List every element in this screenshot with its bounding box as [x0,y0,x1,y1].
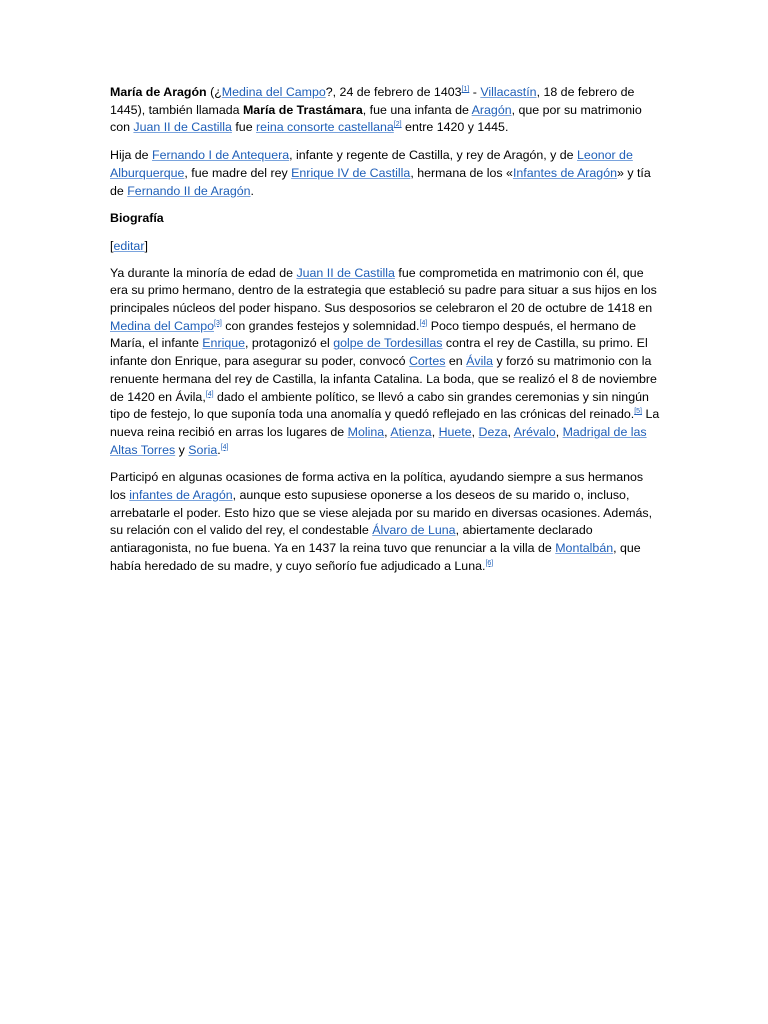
link-montalban[interactable]: Montalbán [555,541,614,556]
reference-6[interactable]: [6] [485,559,494,567]
reference-1[interactable]: [1] [461,86,470,93]
biography-paragraph-1: Ya durante la minoría de edad de Juan II de Castilla fue comprometida en matrimonio con él, que era su primo hermano, dentro de la estrategia que estableció su padre para situar a sus hijos en los principales núcleos del poder hispano. Sus desposorios se celebraron el 20 de octubre de 1418 en Medina del Campo[3] con grandes festejos y solemnidad.[4] Poco tiempo después, el hermano de María, el infante Enrique, protagonizó el golpe de Tordesillas contra el rey de Castilla, su primo. El infante don Enrique, para asegurar su poder, convocó Cortes en Ávila y forzó su matrimonio con la renuente hermana del rey de Castilla, la infanta Catalina. La boda, que se realizó el 8 de noviembre de 1420 en Ávila,[4] dado el ambiente político, se llevó a cabo sin grandes ceremonias y sin ningún tipo de festejo, lo que suponía toda una anomalía y quedó reflejado en las crónicas del reinado.[5] La nueva reina recibió en arras los lugares de Molina, Atienza, Huete, Deza, Arévalo, Madrigal de las Altas Torres y Soria.[4] [110,265,660,457]
link-molina[interactable]: Molina [347,424,385,439]
link-juan-ii-de-castilla[interactable]: Juan II de Castilla [133,120,232,135]
biography-paragraph-2: Participó en algunas ocasiones de forma activa en la política, ayudando siempre a sus hermanos los infantes de Aragón, aunque esto supusiese oponerse a los deseos de su marido o, incluso, arrebatarle el poder. Esto hizo que se viese alejada por su marido en diversas ocasiones. Además, su relación con el valido del rey, el condestable Álvaro de Luna, abiertamente declarado antiaragonista, no fue buena. Ya en 1437 la reina tuvo que renunciar a la villa de Montalbán, que había heredado de su madre, y cuyo señorío fue adjudicado a Luna.[6] [110,470,653,573]
link-cortes[interactable]: Cortes [408,354,446,369]
link-soria[interactable]: Soria [188,442,218,457]
edit-section: [editar] [110,238,148,253]
link-infantes-de-aragon[interactable]: infantes de Aragón [129,488,233,503]
link-fernando-i[interactable]: Fernando I de Antequera [152,148,290,163]
edit-link[interactable]: editar [113,238,145,253]
link-leonor-de-alburquerque[interactable]: Leonor de Alburquerque [110,148,633,180]
intro-paragraph: María de Aragón (¿Medina del Campo?, 24 de febrero de 1403[1] - Villacastín, 18 de febrero de 1445), también llamada María de Trastámara, fue una infanta de Aragón, que por su matrimonio con Juan II de Castilla fue reina consorte castellana[2] entre 1420 y 1445. [110,85,642,135]
link-madrigal-de-las-altas-torres[interactable]: Madrigal de las Altas Torres [110,424,647,457]
link-aragon[interactable]: Aragón [471,102,512,117]
link-infantes-de-aragon[interactable]: Infantes de Aragón [512,165,617,180]
family-paragraph: Hija de Fernando I de Antequera, infante y regente de Castilla, y rey de Aragón, y de Leonor de Alburquerque, fue madre del rey Enrique IV de Castilla, hermana de los «Infantes de Aragón» y tía de Fernando II de Aragón. [110,148,651,198]
link-enrique[interactable]: Enrique [202,336,246,351]
link-medina-del-campo[interactable]: Medina del Campo [110,318,215,333]
section-heading: Biografía [110,211,164,226]
link-juan-ii-de-castilla[interactable]: Juan II de Castilla [296,265,395,280]
article-body [110,84,662,586]
reference-5[interactable]: [5] [634,408,643,416]
reference-4[interactable]: [4] [205,390,214,398]
alternate-name: María de Trastámara [242,102,363,117]
link-huete[interactable]: Huete [438,424,472,439]
link-enrique-iv[interactable]: Enrique IV de Castilla [291,165,411,180]
link-reina-consorte[interactable]: reina consorte castellana [256,120,394,135]
reference-4[interactable]: [4] [220,443,229,451]
link-golpe-de-tordesillas[interactable]: golpe de Tordesillas [333,336,443,351]
link-deza[interactable]: Deza [478,424,508,439]
link-alvaro-de-luna[interactable]: Álvaro de Luna [372,523,456,538]
reference-2[interactable]: [2] [393,121,402,129]
link-arevalo[interactable]: Arévalo [513,424,556,439]
reference-4[interactable]: [4] [419,319,428,327]
link-villacastin[interactable]: Villacastín [480,85,537,99]
link-atienza[interactable]: Atienza [390,424,432,439]
reference-3[interactable]: [3] [214,319,222,327]
article-subject: María de Aragón [110,85,207,99]
link-fernando-ii[interactable]: Fernando II de Aragón [127,183,251,198]
link-avila[interactable]: Ávila [466,354,493,369]
link-medina-del-campo[interactable]: Medina del Campo [221,85,326,99]
